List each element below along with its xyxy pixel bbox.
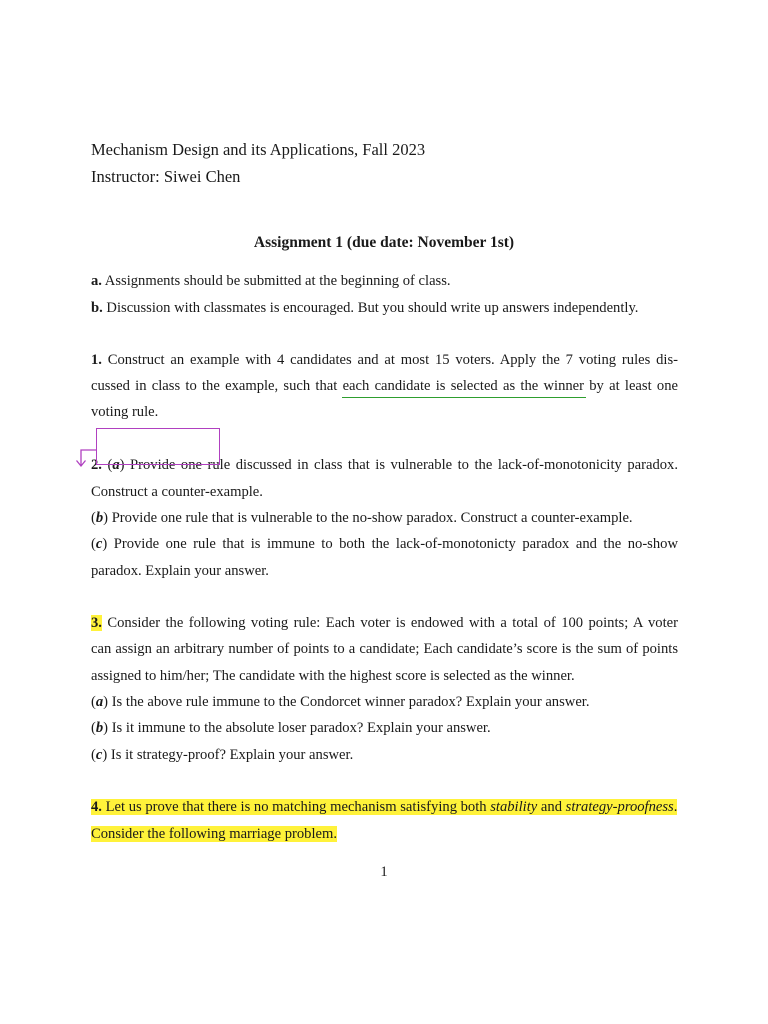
q2-b: (b) Provide one rule that is vulnerable to the no-show paradox. Construct a counter-example.	[91, 510, 633, 526]
assignment-title: Assignment 1 (due date: November 1st)	[253, 234, 515, 251]
q3-c-label: c	[95, 747, 103, 763]
note-a	[91, 272, 451, 290]
page-number: 1	[380, 864, 388, 880]
note-a-label: a.	[91, 273, 102, 289]
course-header: Mechanism Design and its Applications, Fall 2023	[91, 140, 426, 159]
purple-arrow-icon	[75, 448, 99, 472]
note-b-text: Discussion with classmates is encouraged. But you should write up answers independently.	[106, 300, 639, 316]
q2-number: 2.	[91, 457, 102, 473]
note-a-text: Assignments should be submitted at the beginning of class.	[104, 273, 451, 289]
q2-c-text: Provide one rule that is immune to both the lack-of-monotonicty paradox and the no-show	[107, 536, 678, 552]
q2-c-label: c	[95, 536, 103, 552]
q3-a-label: a	[95, 694, 104, 710]
q1-line2	[91, 377, 678, 395]
q2-c-cont: paradox. Explain your answer.	[91, 563, 269, 579]
note-b	[91, 299, 638, 317]
q3-line1-text: Consider the following voting rule: Each voter is endowed with a total of 100 points; A voter	[107, 615, 678, 631]
q4-dot: .	[673, 799, 678, 815]
q2-b-label: b	[95, 510, 104, 526]
q2-a-cont: Construct a counter-example.	[91, 484, 263, 500]
q4-number: 4.	[91, 799, 102, 815]
note-b-label: b.	[91, 300, 103, 316]
q2-b-text: Provide one rule that is vulnerable to the no-show paradox. Construct a counter-example.	[108, 510, 633, 526]
q1-line1	[91, 351, 678, 369]
q4-highlight-1	[91, 799, 677, 815]
q1-underlined-phrase: each candidate is selected as the winner	[342, 378, 584, 394]
q3-number: 3.	[91, 615, 102, 631]
q4-mid: and	[537, 799, 566, 815]
q2-a-label: a	[112, 457, 120, 473]
q4-line2	[91, 825, 337, 843]
instructor-header: Instructor: Siwei Chen	[91, 167, 241, 186]
q3-b: (b) Is it immune to the absolute loser paradox? Explain your answer.	[91, 720, 491, 736]
q2-a-text: Provide one rule discussed in class that is vulnerable to the lack-of-monotonicity paradox.	[124, 457, 678, 473]
q1-line2-post: by at least one	[584, 378, 678, 394]
q4-line1	[91, 798, 677, 816]
q3-c: (c) Is it strategy-proof? Explain your answer.	[91, 747, 354, 763]
q3-line2: can assign an arbitrary number of points to a candidate; Each candidate’s score is the sum of points	[91, 641, 678, 657]
q1-number: 1.	[91, 352, 102, 368]
q1-line3: voting rule.	[91, 404, 159, 420]
q3-line3: assigned to him/her; The candidate with the highest score is selected as the winner.	[91, 668, 575, 684]
q1-line2-pre: cussed in class to the example, such that	[91, 378, 343, 394]
q4-pre: Let us prove that there is no matching mechanism satisfying both	[101, 799, 491, 815]
q4-stability: stability	[490, 799, 538, 815]
green-underline-annotation	[342, 397, 586, 398]
purple-box-annotation	[96, 428, 220, 465]
q3-line1	[91, 614, 678, 632]
q3-c-text: Is it strategy-proof? Explain your answer.	[107, 747, 354, 763]
q3-b-text: Is it immune to the absolute loser paradox? Explain your answer.	[108, 720, 491, 736]
q2-c: (c) Provide one rule that is immune to both the lack-of-monotonicty paradox and the no-show	[91, 536, 678, 552]
q3-a-text: Is the above rule immune to the Condorcet winner paradox? Explain your answer.	[108, 694, 590, 710]
q3-b-label: b	[95, 720, 104, 736]
q4-highlight-2: Consider the following marriage problem.	[91, 826, 338, 842]
q3-a: (a) Is the above rule immune to the Condorcet winner paradox? Explain your answer.	[91, 694, 590, 710]
q4-strategy-proofness: strategy-proofness	[565, 799, 674, 815]
q1-line1-text: Construct an example with 4 candidates and at most 15 voters. Apply the 7 voting rules dis-	[107, 352, 678, 368]
q2-a: 2. (a) Provide one rule discussed in class that is vulnerable to the lack-of-monotonicity paradox.	[91, 457, 678, 473]
